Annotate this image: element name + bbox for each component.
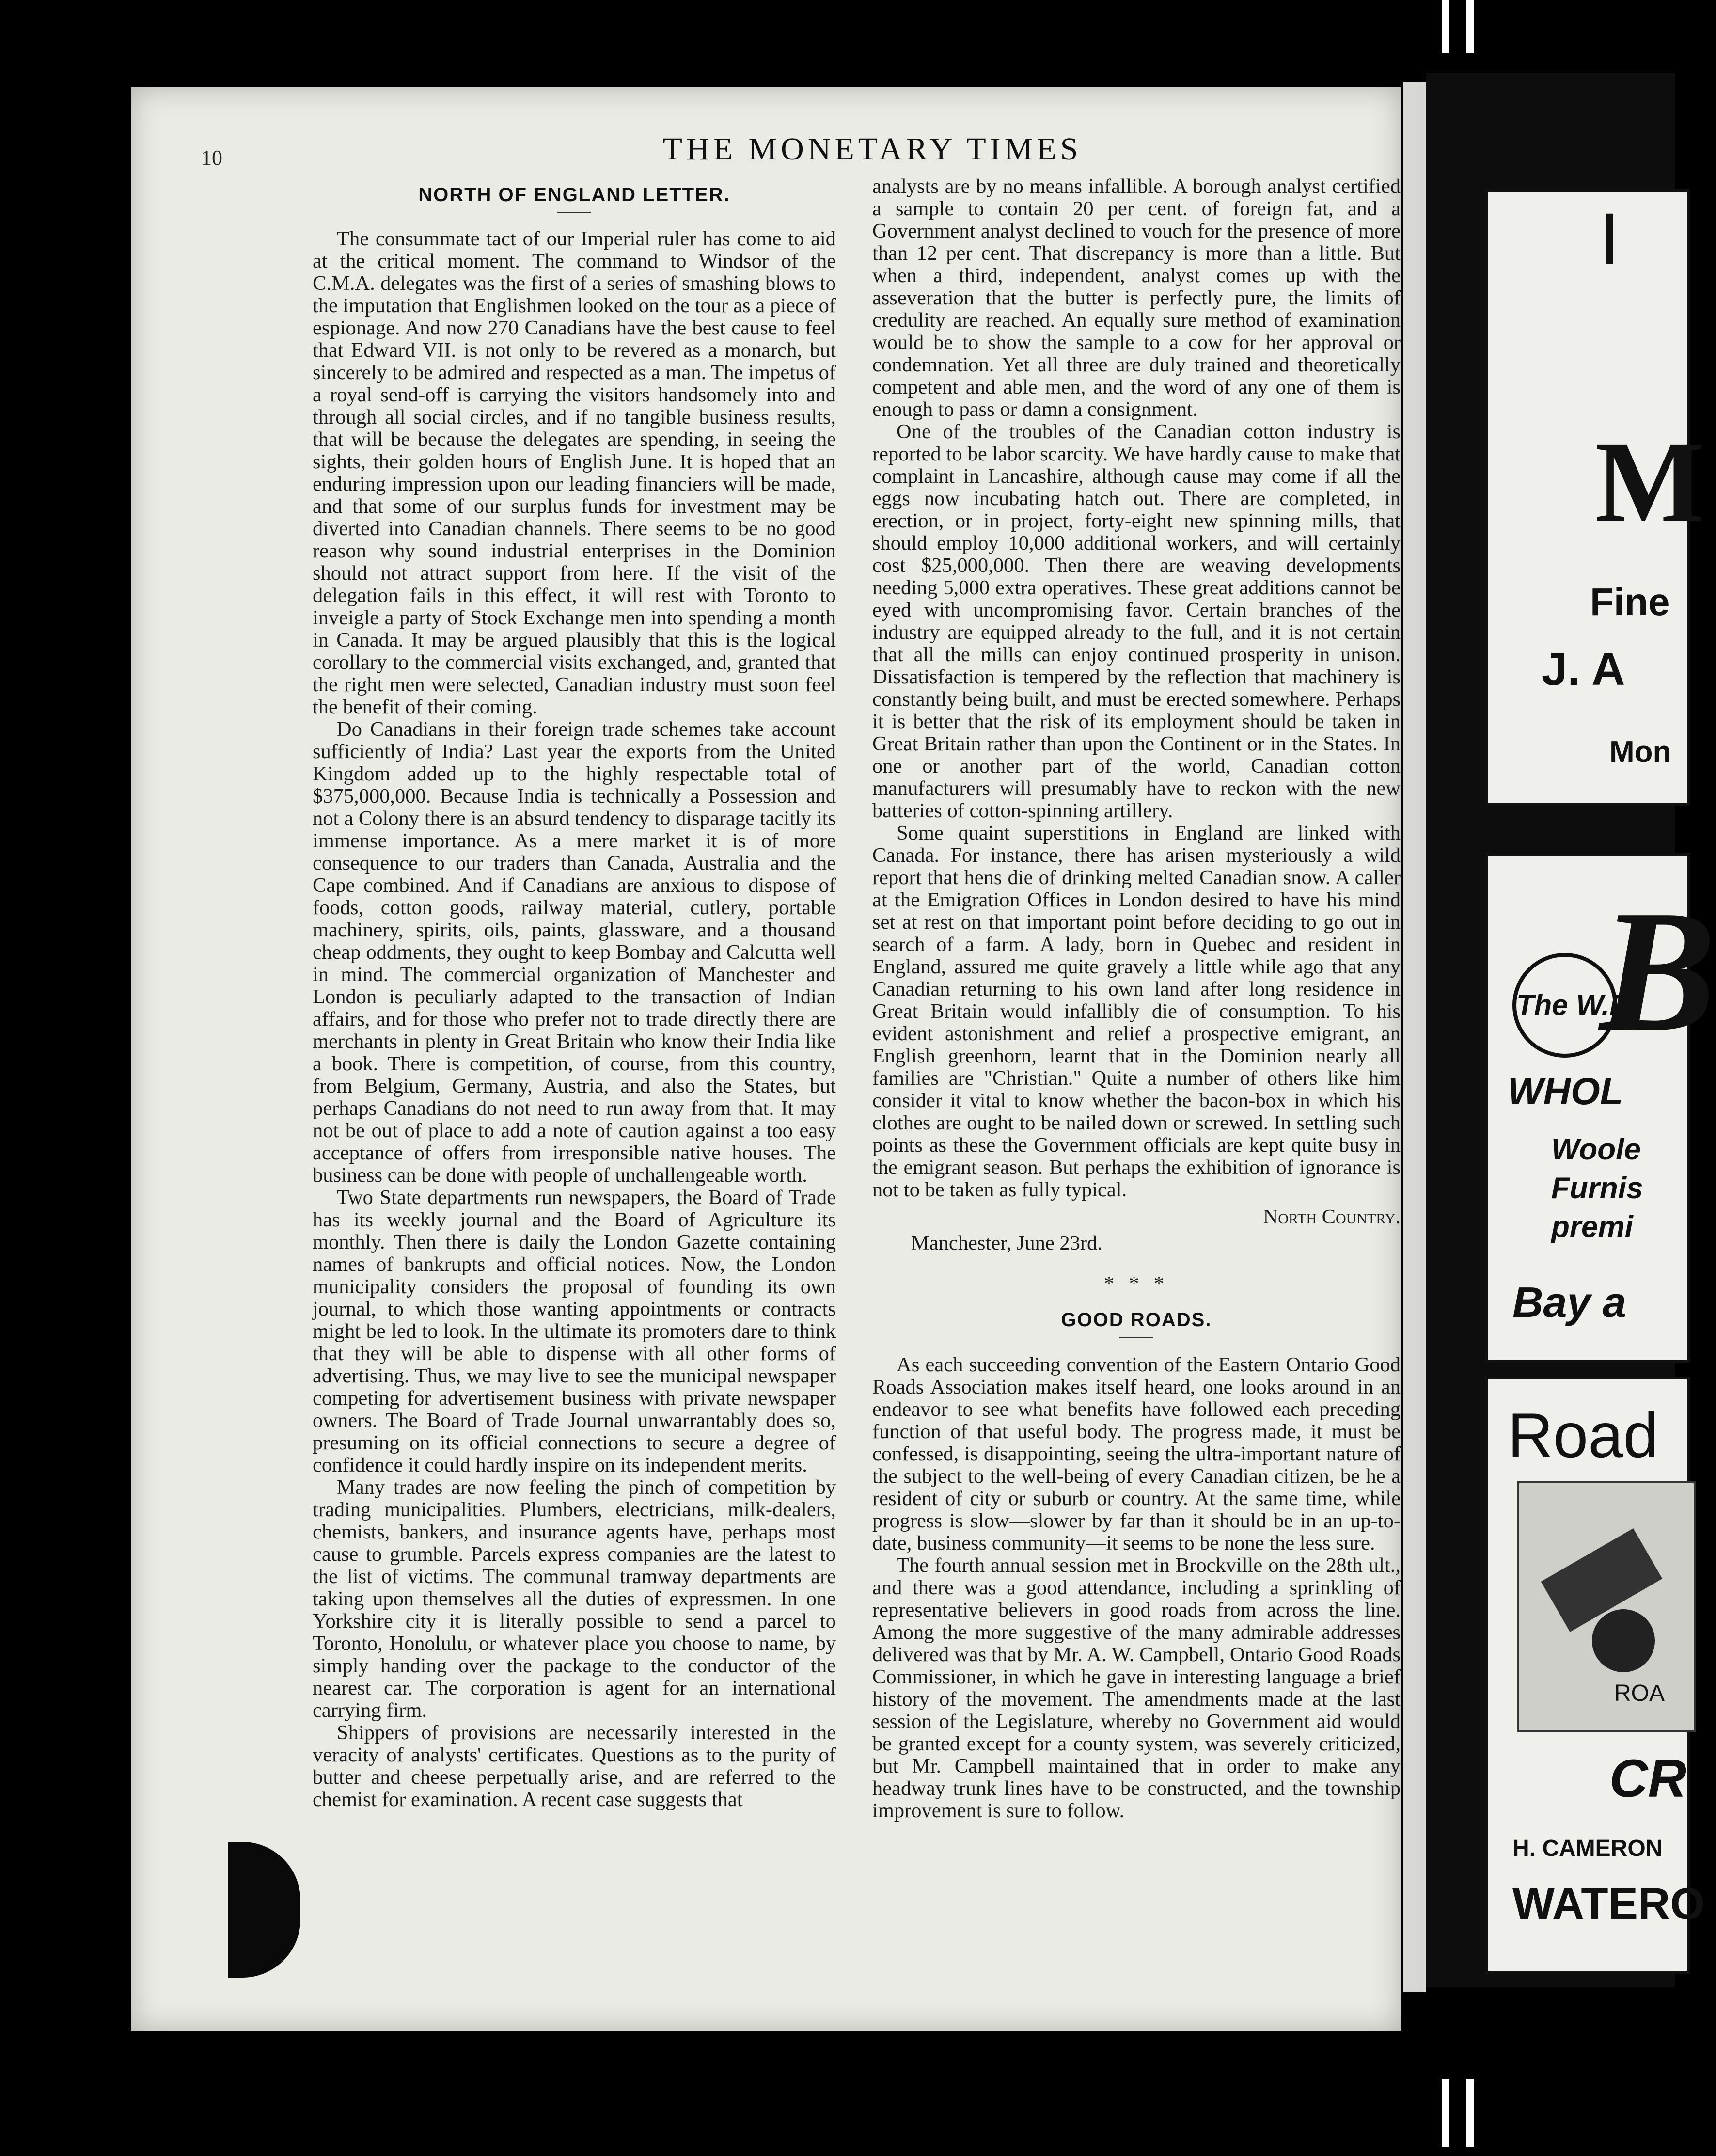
- paragraph: One of the troubles of the Canadian cotton industry is reported to be labor scarcity. We have hardly cause to make that complaint in Lancashire, although cause may come if all the eggs now incubating hatch out. There are completed, in erection, or in project, forty-eight new spinning mills, that should employ 10,000 additional workers, and will certainly cost $25,000,000. Then there are weaving developments needing 5,000 extra operatives. These great additions cannot be eyed with uncompromising favor. Certain branches of the industry are equipped already to the full, and it is not certain that all the mills can enjoy continued prosperity in unison. Dissatisfaction is tempered by the reflection that machinery is constantly being built, and must be erected somewhere. Perhaps it is better that the risk of its employment should be taken in Great Britain rather than upon the Continent or in the States. In one or another part of the world, Canadian cotton manufacturers will presumably have to reckon with the new batteries of cotton-spinning artillery.: [872, 420, 1401, 822]
- film-mark: [1442, 2079, 1449, 2147]
- paragraph: Do Canadians in their foreign trade schemes take account sufficiently of India? Last year the exports from the United Kingdom added up to the highly respectable total of $375,000,000. Because India is technically a Possession and not a Colony there is an absurd tendency to disparage tacitly its immense importance. As a mere market it is of more consequence to our traders than Canada, Australia and the Cape combined. And if Canadians are anxious to dispose of foods, cotton goods, railway material, cutlery, portable machinery, spirits, oils, paints, glassware, and a thousand cheap oddments, they ought to keep Bombay and Calcutta well in mind. The commercial organization of Manchester and London is peculiarly adapted to the transaction of Indian affairs, and for those who prefer not to trade directly there are merchants in plenty in Great Britain who know their India like a book. There is competition, of course, from this country, from Belgium, Germany, Austria, and also the States, but perhaps Canadians do not need to run away from that. It may not be out of place to add a note of caution against a too easy acceptance of offers from irresponsible native houses. The business can be done with people of unchallengeable worth.: [313, 718, 836, 1187]
- ad-logo-letter: B: [1600, 874, 1716, 1067]
- ad-line: Furnis: [1551, 1172, 1643, 1205]
- section-separator: * * *: [1104, 1273, 1169, 1295]
- advertisement-2: [1485, 853, 1716, 1363]
- ad-fragment: I: [1600, 198, 1620, 279]
- ad-line: Woole: [1551, 1133, 1641, 1166]
- ad-caption: ROA: [1614, 1680, 1665, 1706]
- masthead: THE MONETARY TIMES: [662, 131, 1082, 167]
- paragraph: As each succeeding convention of the Eastern Ontario Good Roads Association makes itself heard, one looks around in an endeavor to see what benefits have followed each preceding function of that useful body. The progress made, it must be confessed, is disappointing, seeing the ultra-important nature of the subject to the well-being of every Canadian citizen, be he a resident of city or suburb or country. At the same time, while progress is slow—slower by far than it should be in an up-to-date, business community—it seems to be none the less sure.: [872, 1353, 1401, 1554]
- ad-machine-image: [1517, 1481, 1696, 1732]
- paragraph: Many trades are now feeling the pinch of competition by trading municipalities. Plumbers, electricians, milk-dealers, chemists, bankers, and insurance agents have, perhaps most cause to grumble. Parcels express companies are the latest to the list of victims. The communal tramway departments are taking upon themselves all the duties of expressmen. In one Yorkshire city it is literally possible to send a parcel to Toronto, Honolulu, or whatever place you choose to name, by simply handing over the package to the conductor of the nearest car. The corporation is agent for an international carrying firm.: [313, 1476, 836, 1722]
- ad-line: Bay a: [1512, 1278, 1626, 1326]
- ad-brand: CR: [1609, 1749, 1686, 1808]
- paragraph: analysts are by no means infallible. A borough analyst certified a sample to contain 20 per cent. of foreign fat, and a Government analyst declined to vouch for the presence of more than 12 per cent. That discrepancy is more than a little. But when a third, independent, analyst comes up with the asseveration that the butter is perfectly pure, the limits of credulity are reached. An equally sure method of examination would be to show the sample to a cow for her approval or condemnation. Yet all three are duly trained and theoretically competent and able men, and the word of any one of them is enough to pass or damn a consignment.: [872, 175, 1401, 421]
- ad-line: Mon: [1609, 735, 1671, 769]
- paragraph: Some quaint superstitions in England are linked with Canada. For instance, there has arisen mysteriously a wild report that hens die of drinking melted Canadian snow. A caller at the Emigration Offices in London desired to have his mind set at rest on that important point before deciding to go out in search of a farm. A lady, born in Quebec and resident in England, assured me quite gravely a little while ago that any Canadian returning to his own land after long residence in Great Britain would infallibly die of consumption. To his evident astonishment and relief a prospective emigrant, an English greenhorn, learnt that in the Dominion nearly all families are "Christian." Quite a number of others like him consider it vital to know whether the bacon-box in which his clothes are ought to be nailed down or screwed. In settling such points as these the Government officials are kept quite busy in the emigrant season. But perhaps the exhibition of ignorance is not to be taken as fully typical.: [872, 822, 1401, 1201]
- advertisement-1: [1485, 189, 1705, 806]
- ad-big-letter: M: [1595, 417, 1705, 546]
- ad-title: Road: [1508, 1400, 1658, 1471]
- film-mark: [1466, 0, 1474, 53]
- ad-line: Fine: [1590, 580, 1670, 623]
- signature: North Country.: [1263, 1205, 1401, 1228]
- ad-logo: The W.R: [1512, 953, 1617, 1058]
- ad-line: WHOL: [1508, 1070, 1623, 1112]
- ad-line: J. A: [1542, 643, 1625, 695]
- ad-line: WATERO: [1512, 1879, 1705, 1929]
- page-gutter: [1403, 82, 1426, 1992]
- heading-rule: [1119, 1337, 1153, 1338]
- heading-rule: [557, 212, 591, 213]
- column-left: [313, 228, 836, 1811]
- advertisement-3: [1485, 1377, 1705, 1974]
- paragraph: The consummate tact of our Imperial ruler has come to aid at the critical moment. The command to Windsor of the C.M.A. delegates was the first of a series of smashing blows to the imputation that Englishmen looked on the tour as a piece of espionage. And now 270 Canadians have the best cause to feel that Edward VII. is not only to be revered as a monarch, but sincerely to be admired and respected as a man. The impetus of a royal send-off is carrying the visitors handsomely into and through all social circles, and if no tangible business results, that will be because the delegates are spending, in seeing the sights, their golden hours of English June. It is hoped that an enduring impression upon our leading financiers will be made, and that some of our surplus funds for investment may be diverted into Canadian channels. There seems to be no good reason why sound industrial enterprises in the Dominion should not attract support from here. If the visit of the delegation fails in this effect, it will rest with Toronto to inveigle a party of Stock Exchange men into spending a month in Canada. It may be argued plausibly that this is the logical corollary to the commercial visits exchanged, and, granted that the right men were selected, Canadian industry must soon feel the benefit of their coming.: [313, 227, 836, 718]
- dateline: Manchester, June 23rd.: [911, 1232, 1102, 1254]
- film-mark: [1442, 0, 1449, 53]
- machine-wheel: [1592, 1609, 1655, 1672]
- paragraph: Shippers of provisions are necessarily interested in the veracity of analysts' certificates. Questions as to the purity of butter and cheese perpetually arise, and are referred to the chemist for examination. A recent case suggests that: [313, 1721, 836, 1811]
- machine-body: [1541, 1528, 1663, 1632]
- column-right: [872, 175, 1401, 1822]
- ad-line: H. CAMERON: [1512, 1836, 1663, 1861]
- article2-heading: [872, 1309, 1401, 1338]
- article2-heading-text: GOOD ROADS.: [1061, 1309, 1212, 1331]
- page-number: 10: [201, 146, 222, 170]
- ad-line: premi: [1551, 1210, 1633, 1244]
- paragraph: Two State departments run newspapers, the Board of Trade has its weekly journal and the Board of Agriculture its monthly. Then there is daily the London Gazette containing names of bankrupts and official notices. Now, the London municipality considers the proposal of founding its own journal, to which those wanting appointments or contracts might be led to look. In the ultimate its promoters dare to think that they will be able to dispense with all other forms of advertising. Thus, we may live to see the municipal newspaper competing for advertisement business with private newspaper owners. The Board of Trade Journal unwarrantably does so, presuming on its official connections to secure a degree of confidence it could hardly inspire on its independent merits.: [313, 1186, 836, 1476]
- article1-heading: [313, 184, 836, 213]
- film-mark: [1466, 2079, 1474, 2147]
- article1-heading-text: NORTH OF ENGLAND LETTER.: [418, 184, 730, 206]
- paragraph: The fourth annual session met in Brockville on the 28th ult., and there was a good attendance, including a sprinkling of representative believers in good roads from across the line. Among the more suggestive of the many admirable addresses delivered was that by Mr. A. W. Campbell, Ontario Good Roads Commissioner, in which he gave in interesting language a brief history of the movement. The amendments made at the last session of the Legislature, whereby no Government aid would be granted except for a county system, was severely criticized, but Mr. Campbell maintained that in order to make any headway trunk lines have to be constructed, and the township improvement is sure to follow.: [872, 1554, 1401, 1822]
